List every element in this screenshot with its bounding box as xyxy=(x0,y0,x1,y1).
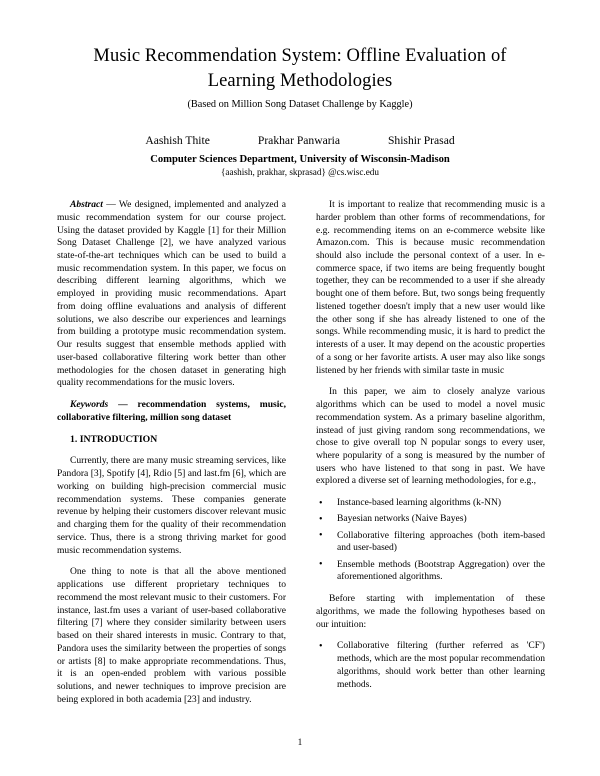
keywords-label: Keywords xyxy=(70,399,109,411)
list-item: • Instance-based learning algorithms (k-NN) xyxy=(316,497,545,510)
body-columns xyxy=(0,199,600,715)
right-column xyxy=(316,199,545,715)
methodologies-bullet-list xyxy=(316,497,545,584)
section-heading-introduction: 1. INTRODUCTION xyxy=(70,433,158,445)
list-item: • Ensemble methods (Bootstrap Aggregation) over the aforementioned algorithms. xyxy=(316,559,545,584)
list-item: • Bayesian networks (Naive Bayes) xyxy=(316,513,545,526)
affiliation: Computer Sciences Department, University of Wisconsin-Madison xyxy=(150,154,450,166)
abstract-body: We designed, implemented and analyzed a music recommendation system for our course project. Using the dataset provided by Kaggle [1] for their Million Song Dataset Challenge [2], we have analyzed various state-of-the-art techniques which can be used to build a music recommendation system. In this paper, we focus on describing different learning algorithms, which we employed in providing music recommendations. Apart from doing offline evaluations and analysis of different solutions, we also describe our experiences and learnings from building a prototype music recommendation system. Our results suggest that ensemble methods applied with user-based collaborative filtering work better than other methodologies for the chosen dataset in generating high quality recommendations for the music lovers. xyxy=(57,199,286,389)
intro-paragraph-2: One thing to note is that all the above mentioned applications use different proprietary techniques to recommend the most relevant music to their customers. For instance, last.fm uses a variant of user-based collaborative filtering [7] where they consider similarity between users based on their shared interests in music. Contrary to that, Pandora uses the similarity between the properties of songs or artists [8] to make appropriate recommendations. Thus, it is an open-ended problem with various possible solutions, and newer techniques to improve precision are being explored in both academia [23] and industry. xyxy=(57,566,286,705)
keywords-paragraph xyxy=(57,399,286,424)
author-list xyxy=(0,134,600,147)
abstract-label: Abstract xyxy=(70,199,103,211)
page-number: 1 xyxy=(297,738,303,748)
page-title: Music Recommendation System: Offline Evaluation of Learning Methodologies xyxy=(93,46,507,91)
list-item: • Collaborative filtering (further referred as 'CF') methods, which are the most popular recommendation algorithms, should work better than other learning methods. xyxy=(316,640,545,691)
keywords-body: recommendation systems, music, collaborative filtering, million song dataset xyxy=(57,399,286,423)
list-item: • Collaborative filtering approaches (both item-based and user-based) xyxy=(316,530,545,555)
keywords-dash: — xyxy=(108,399,138,411)
title-block xyxy=(0,0,600,112)
hypotheses-bullet-list xyxy=(316,640,545,691)
left-column xyxy=(57,199,286,715)
right-paragraph-2: In this paper, we aim to closely analyze various algorithms which can be used to model a novel music recommendation system. As a primary baseline algorithm, instead of just giving random song recommendations, we chose to give overall top N popular songs to every user, where popularity of a song is measured by the number of users who have listened to that song in past. We have explored a diverse set of learning methodologies, for e.g., xyxy=(316,386,545,487)
author-name: Shishir Prasad xyxy=(387,134,455,148)
intro-paragraph-1: Currently, there are many music streaming services, like Pandora [3], Spotify [4], Rdio [5] and last.fm [6], which are working on building high-precision commercial music recommendation systems. These companies generate revenue by helping their customers discover relevant music and charging them for the quality of their recommendation service. Thus, there is a strong thriving market for good music recommendation systems. xyxy=(57,455,286,556)
abstract-paragraph xyxy=(57,199,286,390)
author-email: {aashish, prakhar, skprasad} @cs.wisc.edu xyxy=(221,167,379,178)
author-name: Prakhar Panwaria xyxy=(257,134,340,148)
abstract-dash: — xyxy=(102,199,119,211)
paper-subtitle: (Based on Million Song Dataset Challenge by Kaggle) xyxy=(187,99,413,111)
right-paragraph-3: Before starting with implementation of these algorithms, we made the following hypotheses based on our intuition: xyxy=(316,593,545,630)
right-paragraph-1: It is important to realize that recommending music is a harder problem than other forms of recommendations, for e.g. recommending items on an e-commerce website like Amazon.com. This is because music recommendation should also include the personal context of a user. In e-commerce space, if two items are being frequently bought together, they can be recommended to a user if she already bought one of them before. But, two songs being frequently listened together doesn't imply that a new user would like the other song if she has already listened to one of the songs. While recommending music, it is hard to predict the interests of a user. It may depend on the acoustic properties of a song or her favorite artists. A user may also like songs listened by her friends with similar taste in music xyxy=(316,199,545,376)
author-name: Aashish Thite xyxy=(145,134,210,148)
